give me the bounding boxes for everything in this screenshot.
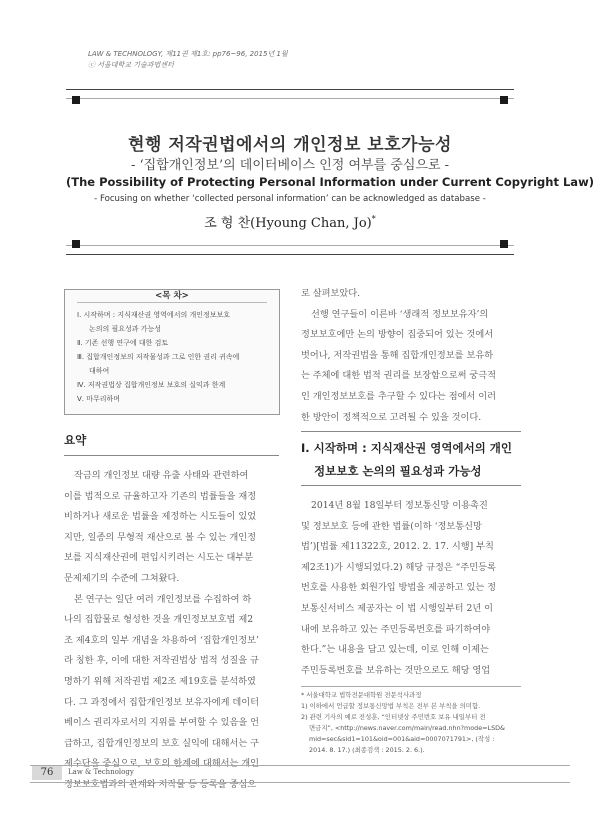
paragraph-line: 나의 집합물로 형성한 것을 개인정보보호법 제2 [64,614,254,626]
section-1-body [301,496,521,681]
toc-item: Ⅲ. 집합개인정보의 저작물성과 그로 인한 권리 귀속에 [77,353,240,361]
journal-header [88,49,288,71]
section-rule-top [301,431,521,432]
section-1-heading-cont: 정보보호 논의의 필요성과 가능성 [314,464,482,478]
page-number: 76 [32,766,62,780]
paragraph-line: 베이스 권리자로서의 지위를 부여할 수 있음을 언 [64,717,260,729]
abstract-rule [64,455,279,456]
abstract-heading: 요약 [64,433,87,447]
paragraph-line: 제2조1)가 시행되었다.2) 해당 규정은 “주민등록 [301,561,496,573]
paragraph-line: 한 방안이 정책적으로 고려될 수 있을 것이다. [301,411,482,423]
paragraph-line: 조 제4호의 일부 개념을 차용하여 ‘집합개인정보’ [64,634,259,646]
paragraph-line: 번호를 사용한 회원가입 방법을 제공하고 있는 정 [301,582,497,594]
abstract-body [64,466,280,796]
paragraph-line: 벗어나, 저작권법을 통해 집합개인정보를 보유하 [301,349,494,361]
paragraph-line: 로 살펴보았다. [301,288,361,299]
footnote: 2014. 8. 17.) (최종검색 : 2015. 2. 6.). [309,746,425,754]
paragraph-line: 본 연구는 일단 여러 개인정보를 수집하여 하 [74,593,252,605]
paragraph-line: 제수단을 중심으로, 보호의 한계에 대해서는 개인 [64,758,260,770]
table-of-contents [64,289,280,415]
footnote: 2) 관련 기사의 예로 전성훈, “인터넷상 주민번호 보유 내일부터 전 [301,713,486,721]
footnote: * 서울대학교 법학전문대학원 전문석사과정 [301,691,422,699]
subtitle-korean: - ‘집합개인정보’의 데이터베이스 인정 여부를 중심으로 - [130,158,450,173]
toc-item: 논의의 필요성과 가능성 [89,325,162,333]
author-footnote-mark: * [371,214,376,224]
corner-mark-icon [500,96,508,104]
footnote-rule [301,686,521,687]
paragraph-line: 보통신서비스 제공자는 이 법 시행일부터 2년 이 [301,602,493,614]
toc-divider [77,302,267,303]
journal-name: Law & Technology [68,768,134,776]
title-box [66,89,594,255]
paragraph-line: 내에 보유하고 있는 주민등록번호를 파기하여야 [301,623,491,635]
paragraph-line: 인 개인정보보호를 추구할 수 있다는 점에서 이러 [301,390,497,402]
paragraph-line: 급하고, 집합개인정보의 보호 실익에 대해서는 구 [64,737,260,749]
author-name: 조 형 찬(Hyoung Chan, Jo) [204,216,372,231]
paragraph-line: 비하거나 새로운 법률을 제정하는 시도들이 있었 [64,511,257,523]
paragraph-line: 및 정보보호 등에 관한 법률(이하 ‘정보통신망 [301,520,482,532]
paragraph-line: 문제제기의 수준에 그쳐왔다. [64,572,180,584]
footnotes [301,690,523,756]
toc-item: Ⅱ. 기존 선행 연구에 대한 검토 [77,339,169,347]
paragraph-line: 작금의 개인정보 대량 유출 사태와 관련하여 [74,470,249,481]
corner-mark-icon [500,240,508,248]
footnote: mid=sec&sid1=101&oid=001&aid=0007071791>, (작성 : [309,735,495,743]
toc-item: Ⅳ. 저작권법상 집합개인정보 보호의 실익과 한계 [77,381,226,389]
paragraph-line: 지만, 일종의 무형적 재산으로 볼 수 있는 개인정 [64,531,256,543]
paragraph-line: 는 주체에 대한 법적 권리를 보장함으로써 궁극적 [301,370,497,382]
paragraph-line: 정보보호에만 논의 방향이 집중되어 있는 것에서 [301,329,494,341]
toc-item: Ⅴ. 마무리하며 [77,395,121,403]
paragraph-line: 선행 연구들이 이른바 ‘생래적 정보보유자’의 [311,308,489,320]
paragraph-line: 2014년 8월 18일부터 정보통신망 이용촉진 [311,500,488,511]
paragraph-line: 한다.”는 내용을 담고 있는데, 이로 인해 이제는 [301,644,489,656]
section-1-heading: Ⅰ. 시작하며 : 지식재산권 영역에서의 개인 [301,441,513,455]
paragraph-line: 보를 지식재산권에 편입시키려는 시도는 대부분 [64,552,254,564]
paragraph-line: 법’)[법률 제11322호, 2012. 2. 17. 시행] 부칙 [301,541,494,553]
title-english: (The Possibility of Protecting Personal Information under Current Copyright Law) [66,175,594,189]
title-korean: 현행 저작권법에서의 개인정보 보호가능성 [128,135,452,155]
footnote: 면금지”, <http://news.naver.com/main/read.nhn?mode=LSD& [309,724,506,732]
copyright-line: ⓒ 서울대학교 기술과법센터 [88,61,174,69]
corner-mark-icon [72,240,80,248]
section-rule-bottom [301,485,521,486]
author [66,212,514,231]
subtitle-english: - Focusing on whether ‘collected personal information’ can be acknowledged as database - [94,194,486,204]
paragraph-line: 정보보호법과의 관계와 저작물 등 등록을 중심으 [64,778,257,790]
paragraph-line: 명하기 위해 저작권법 제2조 제19호를 분석하였 [64,675,256,687]
toc-item: 대하여 [89,367,110,375]
paragraph-line: 주민등록번호를 보유하는 것만으로도 해당 영업 [301,664,491,676]
paragraph-line: 다. 그 과정에서 집합개인정보 보유자에게 데이터 [64,696,260,708]
journal-citation: LAW & TECHNOLOGY, 제11권 제1호: pp76~96, 2015년 1월 [88,50,288,58]
footnote: 1) 이하에서 언급할 정보통신망법 부칙은 전부 본 부칙을 의미함. [301,702,481,710]
toc-item: Ⅰ. 시작하며 : 지식재산권 영역에서의 개인정보보호 [77,311,231,319]
abstract-continuation [301,284,521,428]
paragraph-line: 라 칭한 후, 이에 대한 저작권법상 법적 성질을 규 [64,655,259,667]
paragraph-line: 이를 법적으로 규율하고자 기존의 법률들을 재정 [64,490,257,502]
toc-heading: <목 차> [155,291,189,301]
corner-mark-icon [72,96,80,104]
